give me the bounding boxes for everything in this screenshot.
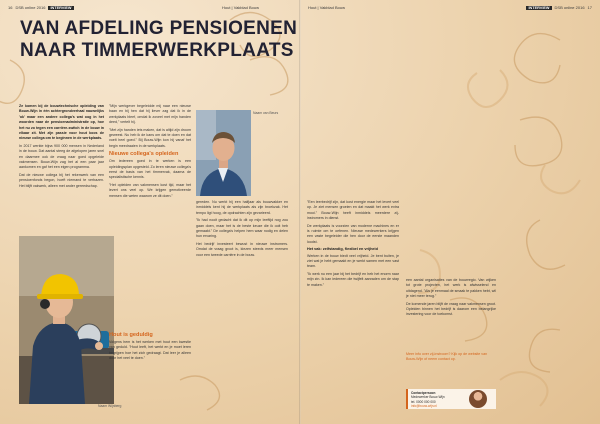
info-callout: Meer info over zij-instroom? Kijk op de website van Bouw-Wijn of neem contact op. — [406, 352, 488, 362]
page-number: 17 — [587, 5, 592, 10]
issue-label: DSB online 2016 — [554, 5, 585, 10]
subhead-trade: Het vak: zelfstandig, flexibel en vrijheid — [307, 247, 378, 252]
worker-photo — [19, 236, 114, 404]
portrait-photo-caption: Naam van Beurs — [253, 111, 279, 115]
body-paragraph: "Het opleiden van vakmensen kost tijd, maar het levert ons veel op. We krijgen gemotiveerde mensen die weten waarom ze dit doen." — [109, 182, 191, 198]
article-headline: VAN AFDELING PENSIOENEN NAAR TIMMERWERKPLAATS — [20, 18, 298, 61]
body-paragraph: In 2017 werkte bijna 900 000 mensen in Nederland in de bouw. Dat aantal steeg de afgelopen jaren snel en daarmee ook de vraag naar goed opgeleide vakmensen. Bouw-Wijn zag het al een paar jaar aankomen en gaf het een eigen programma. — [19, 143, 104, 170]
column-1 — [19, 104, 104, 191]
body-paragraph: Dat de nieuwe collega bij het rekenwerk van een pensioenfonds begon, hoeft niemand te verbazen. Het blijft vakwerk, alleen met ander gereedschap. — [19, 172, 104, 188]
right-center-header: Hout | Vakblad Bouw — [308, 5, 345, 10]
portrait-photo — [196, 110, 251, 196]
column-4 — [307, 200, 399, 290]
body-paragraph: "Een leerbedrijf zijn, dat kost energie maar het levert veel op. Je ziet mensen groeien en dat maakt het werk extra mooi." Bouw-Wijn heeft inmiddels meerdere zij-instromers in dienst. — [307, 200, 399, 221]
worker-photo-caption: Naam Wijnberg — [98, 404, 122, 408]
contact-phone: tel. 0000 000 000 — [411, 399, 436, 404]
contact-name: Medewerker Bouw-Wijn — [411, 395, 445, 400]
contact-avatar — [469, 390, 487, 408]
body-paragraph: een aantal organisaties van de bouwregio. Van wijken tot grote projecten, het werk is afwisselend en uitdagend. "Als je eenmaal de smaak te pakken hebt, wil je niet meer terug." — [406, 278, 496, 299]
column-3 — [196, 200, 288, 260]
body-paragraph: "Ik had nooit gedacht dat ik dit op mijn leeftijd nog zou gaan doen, maar het is de beste keuze die ik ooit heb gemaakt." De collega's helpen hem waar nodig en delen hun ervaring. — [196, 218, 288, 239]
left-center-header: Hout | Vakblad Bouw — [222, 5, 259, 10]
column-2-lower — [109, 330, 191, 364]
body-paragraph: Volgens hem is het werken met hout een kwestie van geduld. "Hout leeft, het werkt en je moet leren begrijpen hoe het zich gedraagt. Dat leer je alleen door het veel te doen." — [109, 340, 191, 361]
subhead-wood-patience: Hout is geduldig — [109, 332, 153, 338]
column-2 — [109, 104, 191, 201]
body-paragraph: De werkplaats is voorzien van moderne machines en er is ruimte om te oefenen. Nieuwe medewerkers krijgen een vaste begeleider die hen door de eerste maanden loodst. — [307, 223, 399, 244]
body-paragraph: Om iedereen goed in te werken is een opleidingsplan opgesteld. Zo leren nieuwe collega's eerst de basis van het timmervak, daarna de specialistische kennis. — [109, 159, 191, 180]
column-5 — [406, 278, 496, 320]
right-running-header — [526, 5, 592, 10]
worker-illustration — [19, 236, 114, 404]
lead-paragraph: Ze komen bij de bouwtechnische opleiding van Bouw-Wijn in één achtergrondverhaal nauwelijks 'ok' maar een andere collega's wat oog in het woorden naar de pensioenadministratie op, hoe het nu zo tegen een carrière-switch in de bouw in elkaar zit. Met zijn passie voor hout koos de nieuwe collega om te beginnen in de werkplaats. — [19, 104, 104, 141]
body-paragraph: "Mijn werkgever begeleidde mij naar een nieuwe baan en bij hen dat hij liever zag dat ik in de werkplaats bleef, omdat ik zoveel met mijn handen deed," vertelt hij. — [109, 104, 191, 125]
section-tag: INTERVIEW — [50, 5, 72, 10]
issue-label: DSB online 2016 — [15, 5, 46, 10]
body-paragraph: "Ik werk nu een jaar bij het bedrijf en heb het enorm naar mijn zin. Ik kan iedereen die twijfelt aanraden om de stap te maken." — [307, 271, 399, 287]
body-paragraph: Werken in de bouw biedt veel vrijheid. Je bent buiten, je ziet wat je hebt gemaakt en je werkt samen met een vast team. — [307, 253, 399, 269]
body-paragraph: Het bedrijf investeert bewust in nieuwe instromers. Omdat de vraag groot is, kiezen steeds meer mensen voor een tweede carrière in de bouw. — [196, 241, 288, 257]
portrait-illustration — [196, 110, 251, 196]
left-running-header — [8, 5, 74, 10]
section-tag: INTERVIEW — [528, 5, 550, 10]
contact-email[interactable]: info@bouw-wijn.nl — [411, 404, 437, 409]
body-paragraph: "Met zijn handen iets maken, dat is altijd zijn droom geweest. Nu heb ik de kans om dat te doen en dat voelt heel goed." Bij Bouw-Wijn kon hij vanaf het begin meedraaien in de werkplaats. — [109, 127, 191, 148]
page-number: 16 — [8, 5, 13, 10]
contact-title: Contactpersoon — [411, 391, 436, 395]
body-paragraph: De komende jaren blijft de vraag naar vakmensen groot. Opleiden binnen het bedrijf is daarom een belangrijke investering voor de toekomst. — [406, 301, 496, 317]
subhead-new-colleagues: Nieuwe collega's opleiden — [109, 151, 179, 158]
page-gutter — [299, 0, 301, 424]
body-paragraph: gereden. Nu werkt hij een halfjaar als bouwvakker en inmiddels kent hij de werkplaats als zijn broekzak. Het tempo ligt hoog, de opdrachten zijn gevarieerd. — [196, 200, 288, 215]
